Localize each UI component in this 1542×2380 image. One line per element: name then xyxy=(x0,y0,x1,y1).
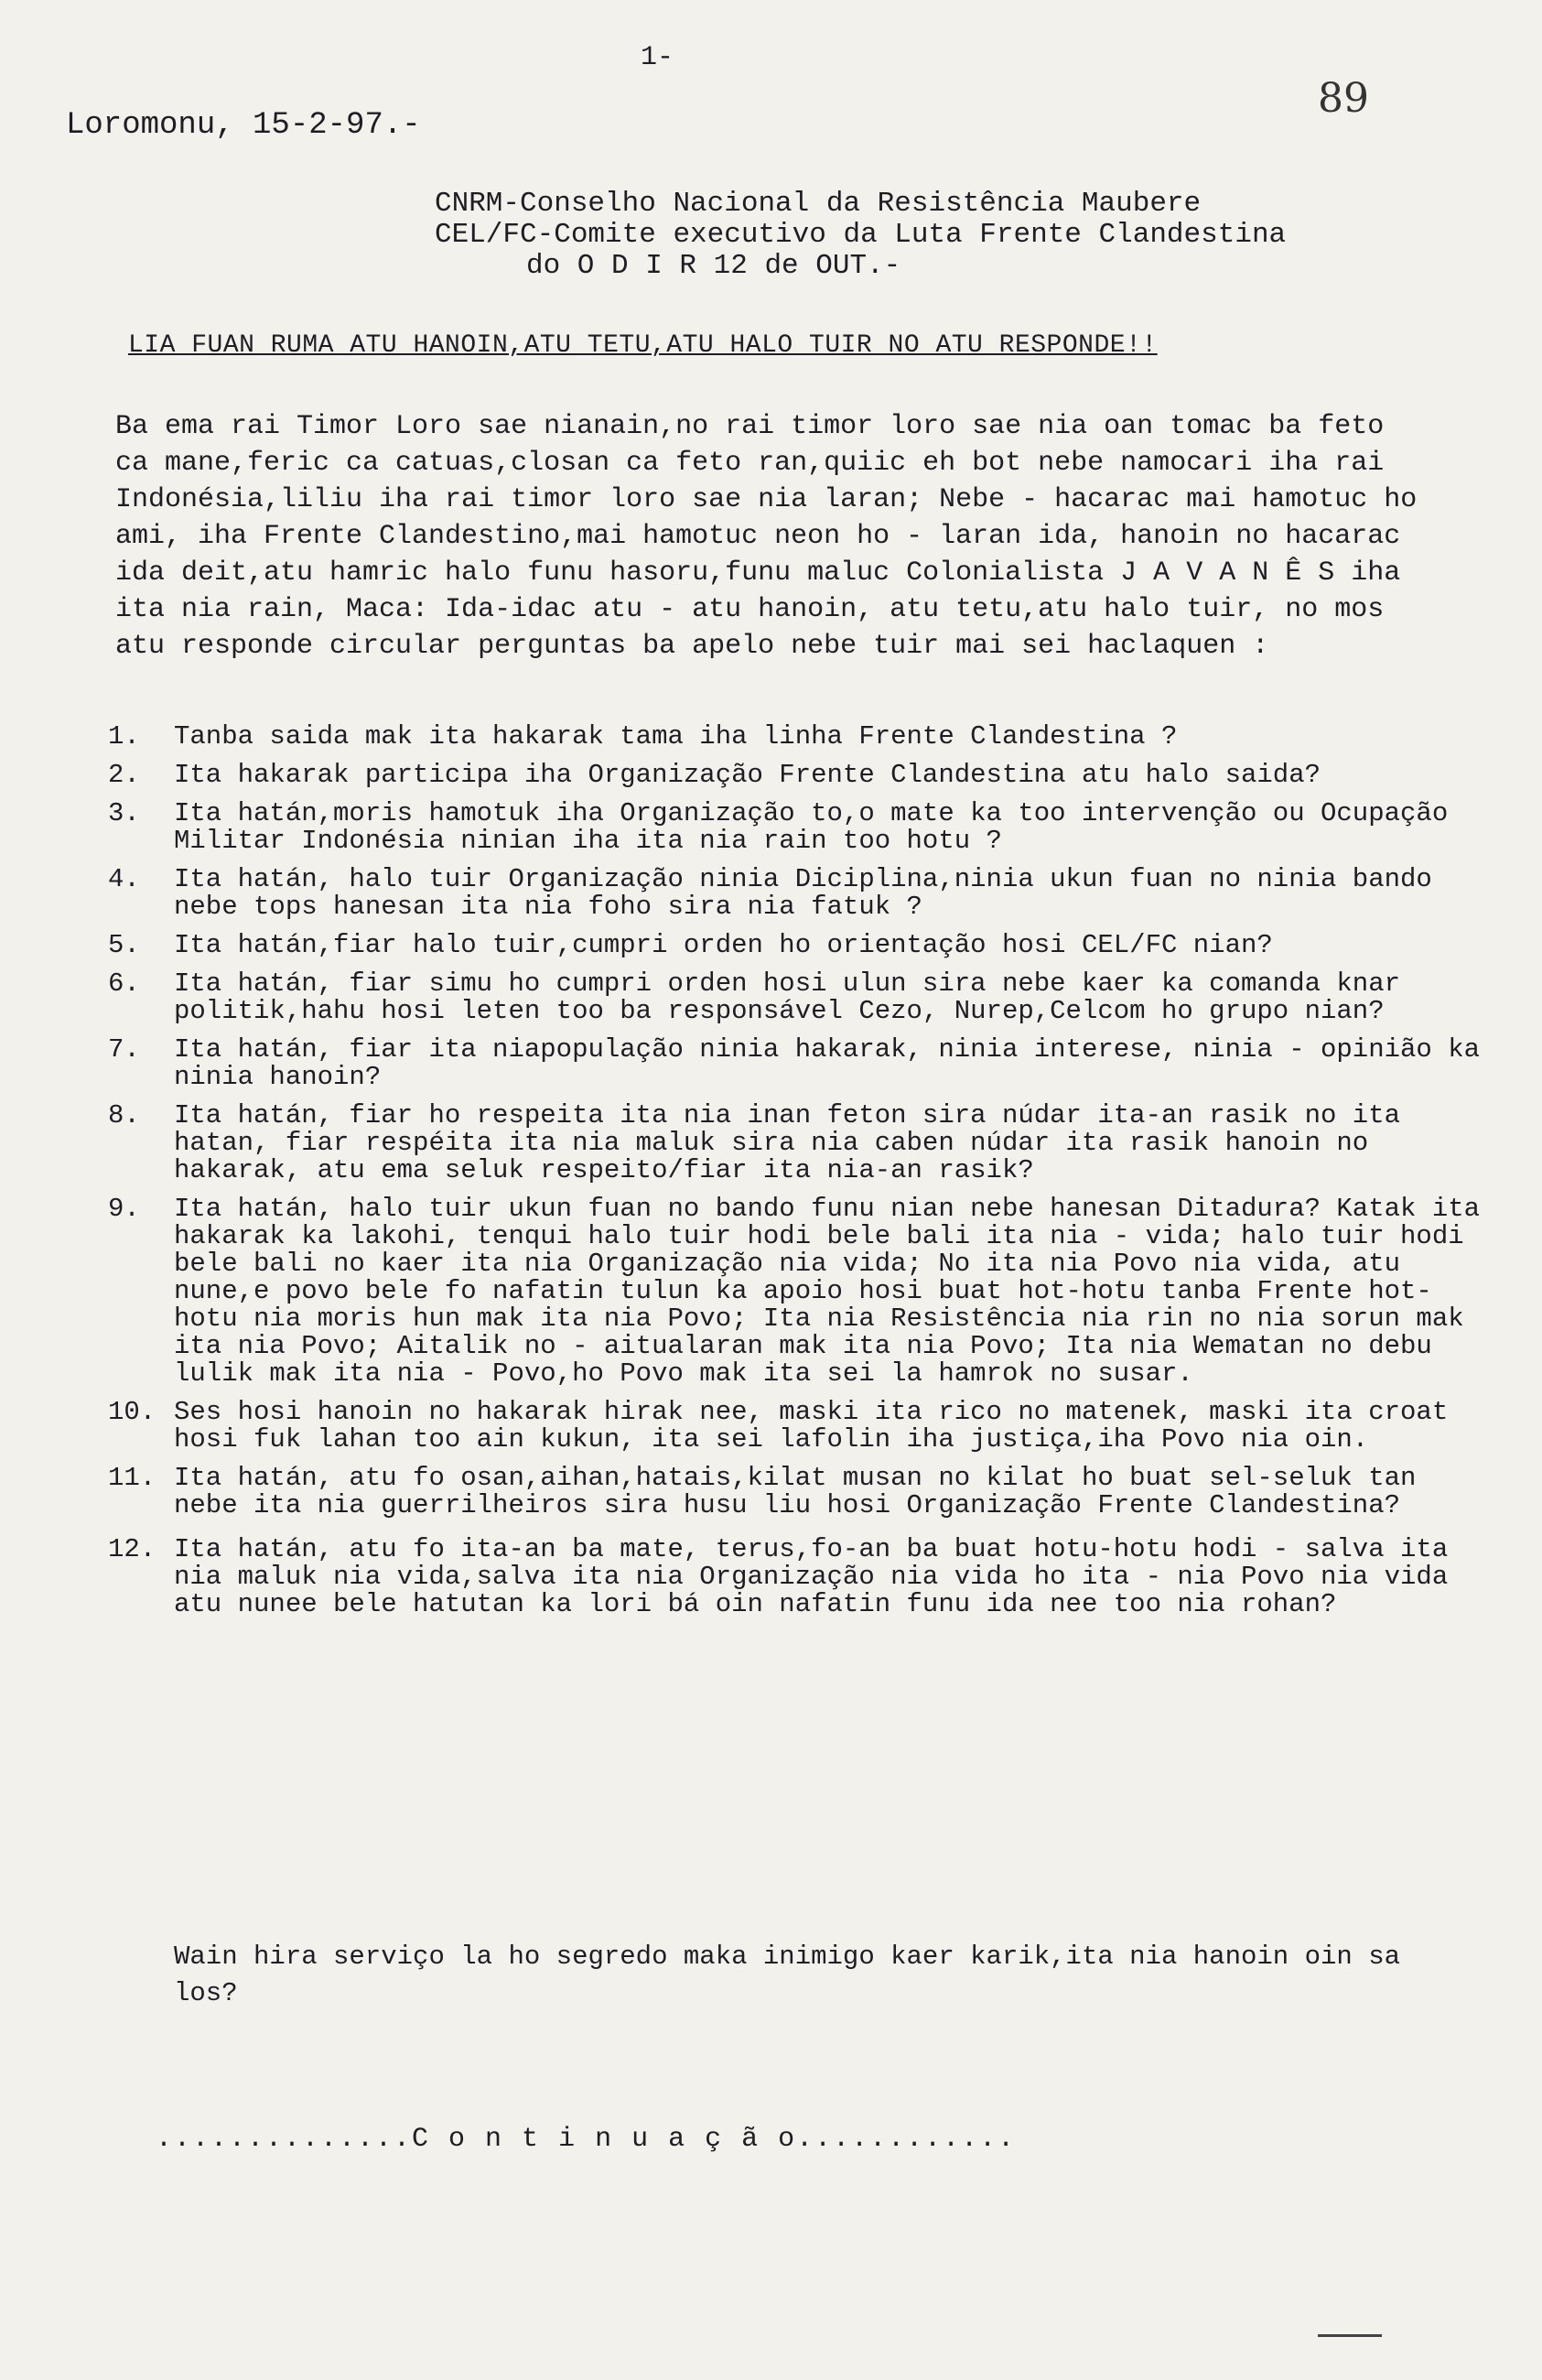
questions-list xyxy=(108,723,1481,1646)
question-text: Ita hakarak participa iha Organização Frente Clandestina atu halo saida? xyxy=(174,760,1321,790)
header-line-3: do O D I R 12 de OUT.- xyxy=(526,250,901,282)
question-number: 12. xyxy=(108,1534,156,1564)
question-number: 11. xyxy=(108,1463,156,1493)
header-line-1: CNRM-Conselho Nacional da Resistência Maubere xyxy=(435,188,1202,220)
question-item xyxy=(108,932,1481,959)
question-number: 2. xyxy=(108,760,140,790)
question-item xyxy=(108,1102,1481,1185)
question-number: 3. xyxy=(108,798,140,828)
question-text: Ita hatán, fiar ita niapopulação ninia hakarak, ninia interese, ninia - opinião ka ninia hanoin? xyxy=(174,1034,1481,1092)
question-text: Ses hosi hanoin no hakarak hirak nee, maski ita rico no matenek, maski ita croat hosi fuk lahan too ain kukun, ita sei lafolin iha justiça,iha Povo nia oin. xyxy=(174,1397,1449,1455)
question-number: 1. xyxy=(108,721,140,752)
continuation-line: ..............C o n t i n u a ç ã o............ xyxy=(156,2124,1017,2155)
question-item xyxy=(108,723,1481,751)
page-number: 89 xyxy=(1318,75,1369,122)
ink-mark xyxy=(1318,2334,1382,2337)
question-text: Ita hatán, fiar simu ho cumpri orden hosi ulun sira nebe kaer ka comanda knar politik,hahu hosi leten too ba responsável Cezo, Nurep,Celcom ho grupo nian? xyxy=(174,968,1401,1026)
question-item xyxy=(108,1195,1481,1388)
question-text: Ita hatán, halo tuir Organização ninia Diciplina,ninia ukun fuan no ninia bando nebe tops hanesan ita nia foho sira nia fatuk ? xyxy=(174,864,1432,922)
header-mark: 1- xyxy=(641,42,674,73)
question-number: 5. xyxy=(108,930,140,960)
question-item xyxy=(108,1465,1481,1520)
question-item xyxy=(108,762,1481,789)
question-item xyxy=(108,1036,1481,1091)
intro-paragraph: Ba ema rai Timor Loro sae nianain,no rai timor loro sae nia oan tomac ba feto ca mane,feric ca catuas,closan ca feto ran,quiic eh bot nebe namocari iha rai Indonésia,liliu iha rai timor loro sae nia laran; Nebe - hacarac mai hamotuc ho ami, iha Frente Clandestino,mai hamotuc neon ho - laran ida, hanoin no hacarac ida deit,atu hamric halo funu hasoru,funu maluc Colonialista J A V A N Ê S iha ita nia rain, Maca: Ida-idac atu - atu hanoin, atu tetu,atu halo tuir, no mos atu responde circular perguntas ba apelo nebe tuir mai sei haclaquen : xyxy=(115,411,1418,662)
question-text: Ita hatán, fiar ho respeita ita nia inan feton sira núdar ita-an rasik no ita hatan, fiar respéita ita nia maluk sira nia caben núdar ita rasik hanoin no hakarak, atu ema seluk respeito/fiar ita nia-an rasik? xyxy=(174,1100,1401,1185)
question-item xyxy=(108,970,1481,1025)
document-title: LIA FUAN RUMA ATU HANOIN,ATU TETU,ATU HALO TUIR NO ATU RESPONDE!! xyxy=(128,331,1158,360)
question-text: Ita hatán,moris hamotuk iha Organização to,o mate ka too intervenção ou Ocupação Militar Indonésia ninian iha ita nia rain too hotu ? xyxy=(174,798,1449,856)
question-number: 4. xyxy=(108,864,140,894)
question-text: Ita hatán, halo tuir ukun fuan no bando funu nian nebe hanesan Ditadura? Katak ita hakarak ka lakohi, tenqui halo tuir hodi bele bali ita nia - vida; halo tuir hodi bele bali no kaer ita nia Organização nia vida; No ita nia Povo nia vida, atu nune,e povo bele fo nafatin tulun ka apoio hosi buat hot-hotu tanba Frente hot-hotu nia moris hun mak ita nia Povo; Ita nia Resistência nia rin no nia sorun mak ita nia Povo; Aitalik no - aitualaran mak ita nia Povo; Ita nia Wematan no debu lulik mak ita nia - Povo,ho Povo mak ita sei la hamrok no susar. xyxy=(174,1194,1481,1389)
question-text: Ita hatán,fiar halo tuir,cumpri orden ho orientação hosi CEL/FC nian? xyxy=(174,930,1273,960)
question-number: 7. xyxy=(108,1034,140,1065)
question-text: Ita hatán, atu fo ita-an ba mate, terus,fo-an ba buat hotu-hotu hodi - salva ita nia maluk nia vida,salva ita nia Organização nia vida ho ita - nia Povo nia vida atu nunee bele hatutan ka lori bá oin nafatin funu ida nee too nia rohan? xyxy=(174,1534,1449,1619)
question-text: Tanba saida mak ita hakarak tama iha linha Frente Clandestina ? xyxy=(174,721,1178,752)
organization-header xyxy=(435,189,1286,282)
question-number: 10. xyxy=(108,1397,156,1427)
place-date: Loromonu, 15-2-97.- xyxy=(66,108,421,143)
closing-question: Wain hira serviço la ho segredo maka inimigo kaer karik,ita nia hanoin oin sa los? xyxy=(174,1942,1401,2008)
question-number: 6. xyxy=(108,968,140,999)
question-item xyxy=(108,1399,1481,1454)
question-item xyxy=(108,1536,1481,1618)
question-text: Ita hatán, atu fo osan,aihan,hatais,kilat musan no kilat ho buat sel-seluk tan nebe ita nia guerrilheiros sira husu liu hosi Organização Frente Clandestina? xyxy=(174,1463,1417,1520)
question-number: 8. xyxy=(108,1100,140,1130)
question-item xyxy=(108,866,1481,921)
question-item xyxy=(108,800,1481,855)
question-number: 9. xyxy=(108,1194,140,1224)
header-line-2: CEL/FC-Comite executivo da Luta Frente Clandestina xyxy=(435,219,1287,251)
